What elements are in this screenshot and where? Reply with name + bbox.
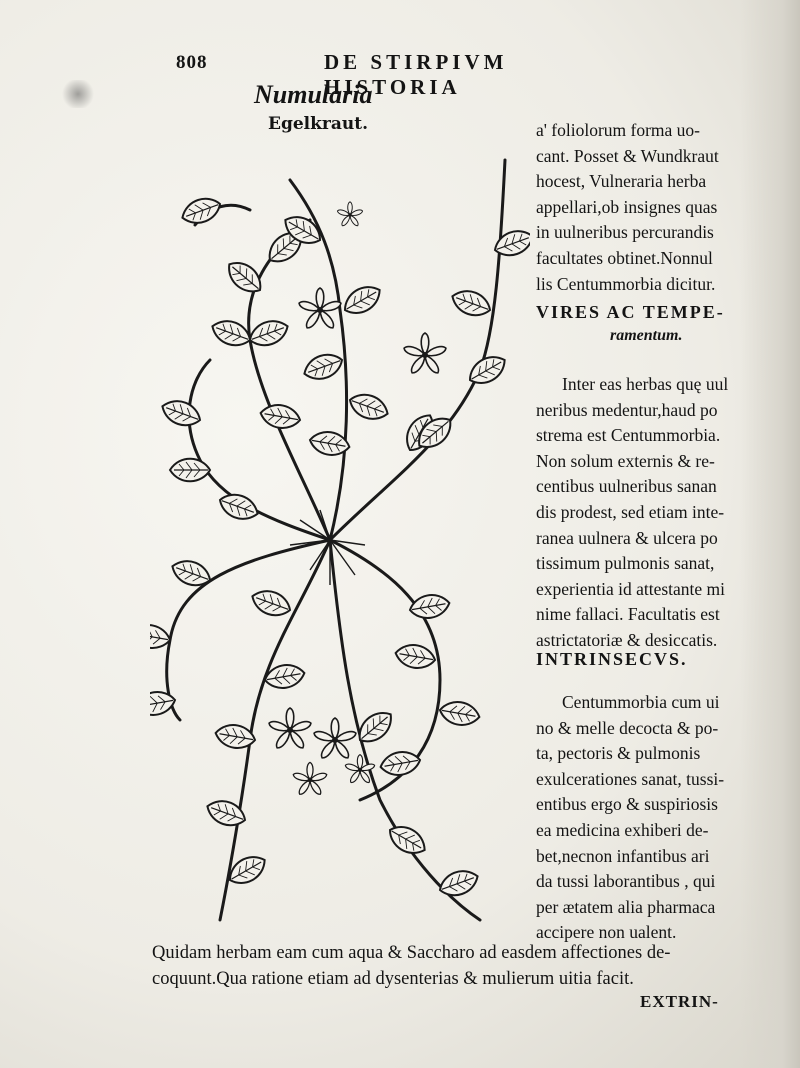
text-line: lis Centummorbia dicitur. xyxy=(536,273,716,294)
text-line: Quidam herbam eam cum aqua & Saccharo ad easdem affectiones de- xyxy=(152,943,671,963)
text-line: no & melle decocta & po- xyxy=(536,717,719,738)
text-line: accipere non ualent. xyxy=(536,922,677,943)
text-line: bet,necnon infantibus ari xyxy=(536,845,710,866)
text-line: facultates obtinet.Nonnul xyxy=(536,247,713,268)
numularia-plant-woodcut-icon xyxy=(150,140,530,940)
text-line: exulcerationes sanat, tussi- xyxy=(536,768,725,789)
paragraph-intrinsecus xyxy=(536,690,768,946)
text-line: da tussi laborantibus , qui xyxy=(536,871,716,892)
running-head: DE STIRPIVM HISTORIA xyxy=(324,50,508,99)
text-line: appellari,ob insignes quas xyxy=(536,196,718,217)
text-line: per ætatem alia pharmaca xyxy=(536,896,716,917)
bottom-paragraph xyxy=(152,940,752,992)
text-line: Inter eas herbas quę uul xyxy=(562,374,729,394)
section-heading-intrinsecus: INTRINSECVS. xyxy=(536,649,688,669)
text-line: coquunt.Qua ratione etiam ad dysenterias & mulierum uitia facit. xyxy=(152,969,634,989)
text-line: tissimum pulmonis sanat, xyxy=(536,553,715,574)
text-line: astrictatoriæ & desiccatis. xyxy=(536,629,718,650)
section-heading-vires xyxy=(536,300,768,348)
text-line: cant. Posset & Wundkraut xyxy=(536,145,719,166)
ink-smudge xyxy=(60,80,96,108)
catchword: EXTRIN- xyxy=(640,992,719,1011)
text-line: a' foliolorum forma uo- xyxy=(536,120,701,140)
text-line: in uulneribus percurandis xyxy=(536,222,714,243)
text-line: Centummorbia cum ui xyxy=(562,692,720,712)
paragraph-vires xyxy=(536,372,768,654)
text-line: dis prodest, sed etiam inte- xyxy=(536,501,725,522)
text-line: ea medicina exhiberi de- xyxy=(536,819,709,840)
text-line: nime fallaci. Facultatis est xyxy=(536,604,720,625)
text-line: centibus uulneribus sanan xyxy=(536,476,717,497)
text-line: hocest, Vulneraria herba xyxy=(536,171,707,192)
page-number: 808 xyxy=(176,52,208,73)
text-line: Non solum externis & re- xyxy=(536,450,715,471)
text-line: strema est Centummorbia. xyxy=(536,425,721,446)
heading-text: VIRES AC TEMPE- xyxy=(536,302,725,322)
text-line: neribus medentur,haud po xyxy=(536,399,718,420)
text-line: ranea uulnera & ulcera po xyxy=(536,527,718,548)
paragraph-intro xyxy=(536,118,768,297)
text-line: entibus ergo & suspiriosis xyxy=(536,794,718,815)
plant-german-name: Egelkraut. xyxy=(268,114,368,134)
text-line: experientia id attestante mi xyxy=(536,578,726,599)
heading-subtext: ramentum. xyxy=(610,327,683,344)
plant-title: Numularia xyxy=(254,80,373,109)
text-line: ta, pectoris & pulmonis xyxy=(536,743,701,764)
